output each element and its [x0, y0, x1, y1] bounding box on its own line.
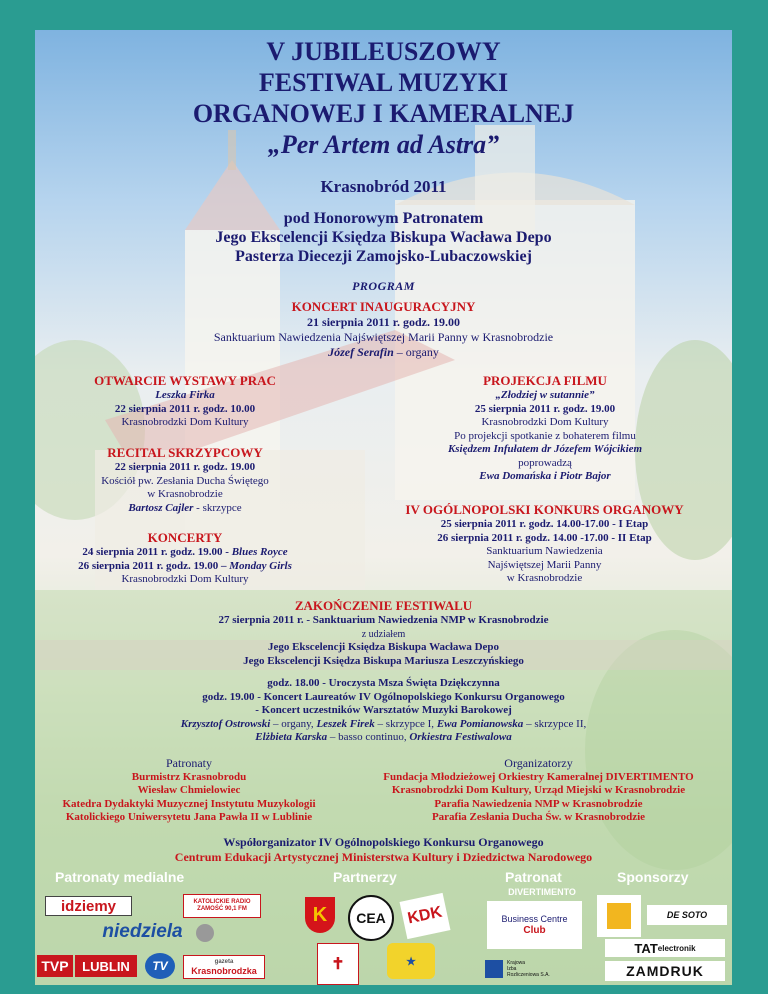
idziemy-logo: idziemy: [45, 896, 132, 916]
organizer-4: Parafia Zesłania Ducha Św. w Krasnobrodzie: [431, 811, 646, 823]
orchestra: Orkiestra Festiwalowa: [409, 731, 512, 743]
gazeta-krasnobrodzka-logo: [183, 955, 265, 979]
exhibition-heading: OTWARCIE WYSTAWY PRAC: [94, 373, 276, 388]
honorary-patronage: [35, 209, 732, 266]
krasnobrod-coat-of-arms: K: [305, 897, 335, 933]
inaugural-concert: [35, 299, 732, 360]
exhibition-date: 22 sierpnia 2011 r. godz. 10.00: [114, 402, 256, 415]
schedule-line-1: godz. 18.00 - Uroczysta Msza Święta Dziękczynna: [267, 677, 500, 689]
violin-heading: RECITAL SKRZYPCOWY: [107, 445, 263, 460]
film-host-label: poprowadzą: [518, 456, 572, 469]
inaugural-performer: Józef Serafin: [328, 345, 394, 359]
violin-venue-2: w Krasnobrodzie: [147, 488, 223, 500]
performer-role-4: – basso continuo,: [327, 731, 410, 743]
closing-line-3: Jego Ekscelencji Księdza Biskupa Wacława Depo: [267, 641, 500, 653]
patron-4: Katolickiego Uniwersytetu Jana Pawła II w Lublinie: [65, 811, 313, 823]
exhibition-author: Leszka Firka: [155, 389, 215, 401]
closing-heading: ZAKOŃCZENIE FESTIWALU: [294, 598, 473, 613]
violin-venue-1: Kościół pw. Zesłania Ducha Świętego: [101, 474, 269, 487]
tat-text: TAT: [634, 940, 658, 956]
exhibition-venue: Krasnobrodzki Dom Kultury: [121, 416, 249, 428]
coorganizer-line-1: Współorganizator IV Ogólnopolskiego Konkursu Organowego: [223, 835, 544, 849]
competition-venue-1: Sanktuarium Nawiedzenia: [486, 545, 603, 557]
closing-line-2: z udziałem: [361, 628, 406, 640]
patronage-line-3: Pasterza Diecezji Zamojsko-Lubaczowskiej: [235, 248, 532, 265]
performer-role-3: – skrzypce II,: [523, 717, 587, 730]
kir-line-2: Izba: [507, 966, 517, 972]
coorganizer-block: [35, 835, 732, 865]
tvp-lublin-logo: LUBLIN: [75, 955, 137, 977]
performer-ostrowski: Krzysztof Ostrowski: [180, 717, 271, 730]
title-line-1: V JUBILEUSZOWY: [266, 37, 501, 66]
radio-line-3: 90,1 FM: [224, 906, 247, 912]
inaugural-venue: Sanktuarium Nawiedzenia Najświętszej Marii Panny w Krasnobrodzie: [213, 330, 554, 344]
organizers-label: Organizatorzy: [504, 756, 573, 770]
concert-1-date: 24 sierpnia 2011 r. godz. 19.00 -: [82, 546, 232, 558]
radio-zamosc-logo: [183, 894, 261, 918]
coorganizer-line-2: Centrum Edukacji Artystycznej Ministerstwa Kultury i Dziedzictwa Narodowego: [174, 850, 593, 864]
closing-line-1: 27 sierpnia 2011 r. - Sanktuarium Nawiedzenia NMP w Krasnobrodzie: [218, 614, 549, 626]
film-date: 25 sierpnia 2011 r. godz. 19.00: [474, 402, 616, 415]
competition-venue-2: Najświętszej Marii Panny: [487, 558, 602, 571]
concerts-venue: Krasnobrodzki Dom Kultury: [121, 573, 249, 585]
closing-block: [35, 598, 732, 668]
festival-title: [35, 36, 732, 160]
patronage-line-1: pod Honorowym Patronatem: [283, 210, 484, 227]
divertimento-text: DIVERTIMENTO: [508, 887, 576, 897]
competition-heading: IV OGÓLNOPOLSKI KONKURS ORGANOWY: [405, 502, 684, 517]
film-heading: PROJEKCJA FILMU: [483, 373, 607, 388]
gazeta-line-2: Krasnobrodzka: [191, 966, 257, 976]
partner-map-logo: ★: [387, 943, 435, 979]
competition-stage-2: 26 sierpnia 2011 r. godz. 14.00 -17.00 - II Etap: [437, 531, 652, 544]
program-label: PROGRAM: [352, 279, 415, 293]
inaugural-heading: KONCERT INAUGURACYJNY: [291, 299, 476, 314]
radio-line-2: ZAMOŚĆ: [197, 906, 224, 912]
festival-poster: [35, 30, 732, 985]
competition-stage-1: 25 sierpnia 2011 r. godz. 14.00-17.00 - I Etap: [440, 518, 649, 530]
film-hosts: Ewa Domańska i Piotr Bajor: [479, 470, 611, 482]
film-venue: Krasnobrodzki Dom Kultury: [481, 416, 609, 428]
organizer-2: Krasnobrodzki Dom Kultury, Urząd Miejski w Krasnobrodzie: [391, 784, 686, 796]
niedziela-logo: niedziela: [102, 921, 183, 942]
organizers-block: [345, 757, 732, 825]
place-year: Krasnobród 2011: [320, 177, 447, 196]
tvp-logo: TVP: [37, 955, 73, 977]
performer-karska: Elżbieta Karska: [255, 731, 328, 743]
desoto-logo: DE SOTO: [647, 905, 727, 925]
cea-logo: CEA: [348, 895, 394, 941]
kdk-logo: KDK: [400, 893, 451, 939]
schedule-line-2: godz. 19.00 - Koncert Laureatów IV Ogólnopolskiego Konkursu Organowego: [202, 690, 565, 703]
title-line-2: FESTIWAL MUZYKI: [258, 68, 509, 97]
schedule-line-3: - Koncert uczestników Warsztatów Muzyki Barokowej: [255, 704, 512, 716]
violin-recital-block: [45, 445, 325, 515]
organizer-1: Fundacja Młodzieżowej Orkiestry Kameralnej DIVERTIMENTO: [383, 770, 694, 783]
closing-schedule: [35, 677, 732, 745]
kir-icon: [485, 960, 503, 978]
violin-date: 22 sierpnia 2011 r. godz. 19.00: [114, 461, 256, 473]
patron-1: Burmistrz Krasnobrodu: [131, 770, 247, 783]
patron-label: Patronat: [505, 869, 562, 885]
kir-logo: [485, 957, 585, 981]
partners-label: Partnerzy: [333, 869, 397, 885]
performer-role-1: – organy,: [270, 717, 317, 730]
tv-zamosc-logo: TV: [145, 953, 175, 979]
performer-role-2: – skrzypce I,: [374, 717, 437, 730]
concert-1-band: Blues Royce: [231, 546, 288, 558]
kir-line-1: Krajowa: [507, 960, 526, 966]
closing-line-4: Jego Ekscelencji Księdza Biskupa Mariusza Leszczyńskiego: [243, 654, 524, 667]
logos-band: [35, 869, 732, 985]
performer-firek: Leszek Firek: [316, 717, 375, 730]
concert-2-date: 26 sierpnia 2011 r. godz. 19.00 –: [78, 559, 230, 572]
bcc-line-1: Business Centre: [501, 914, 568, 924]
bank-sponsor-logo: [597, 895, 641, 937]
business-centre-club-logo: [487, 901, 582, 949]
patrons-label: Patronaty: [166, 756, 212, 770]
bcc-line-2: Club: [523, 925, 546, 936]
patron-3: Katedra Dydaktyki Muzycznej Instytutu Muzykologii: [62, 797, 316, 810]
organ-competition-block: [357, 502, 732, 586]
film-meeting: Po projekcji spotkanie z bohaterem filmu: [454, 429, 636, 442]
concerts-block: [39, 530, 331, 587]
media-patrons-label: Patronaty medialne: [55, 869, 185, 885]
gazeta-line-1: gazeta: [214, 959, 234, 965]
sponsors-label: Sponsorzy: [617, 869, 689, 885]
radio-line-1: KATOLICKIE RADIO: [193, 899, 251, 905]
film-title: „Złodziej w sutannie”: [495, 389, 595, 401]
patron-2: Wiesław Chmielowiec: [137, 784, 241, 796]
film-hero: Księdzem Infułatem dr Józefem Wójcikiem: [447, 443, 643, 455]
inaugural-role: – organy: [393, 345, 439, 359]
concerts-heading: KONCERTY: [147, 530, 223, 545]
emblem-icon: [196, 924, 214, 942]
organizer-3: Parafia Nawiedzenia NMP w Krasnobrodzie: [434, 797, 643, 810]
competition-venue-3: w Krasnobrodzie: [506, 572, 583, 584]
tat-electronik-logo: [605, 939, 725, 957]
film-block: [385, 373, 705, 484]
zamdruk-logo: ZAMDRUK: [605, 961, 725, 981]
concert-2-band: Monday Girls: [229, 559, 292, 572]
exhibition-block: [45, 373, 325, 430]
patrons-block: [39, 757, 339, 825]
title-motto: „Per Artem ad Astra”: [267, 130, 500, 159]
violin-performer: Bartosz Cajler: [128, 501, 194, 514]
inaugural-date: 21 sierpnia 2011 r. godz. 19.00: [307, 315, 460, 329]
kir-line-3: Rozliczeniowa S.A.: [507, 972, 550, 978]
violin-role: - skrzypce: [193, 501, 242, 514]
title-line-3: ORGANOWEJ I KAMERALNEJ: [192, 99, 575, 128]
tat-electronik-text: electronik: [657, 943, 696, 953]
performer-pomianowska: Ewa Pomianowska: [436, 717, 524, 730]
patronage-line-2: Jego Ekscelencji Księdza Biskupa Wacława Depo: [215, 229, 552, 246]
parish-logo: ✝: [317, 943, 359, 985]
